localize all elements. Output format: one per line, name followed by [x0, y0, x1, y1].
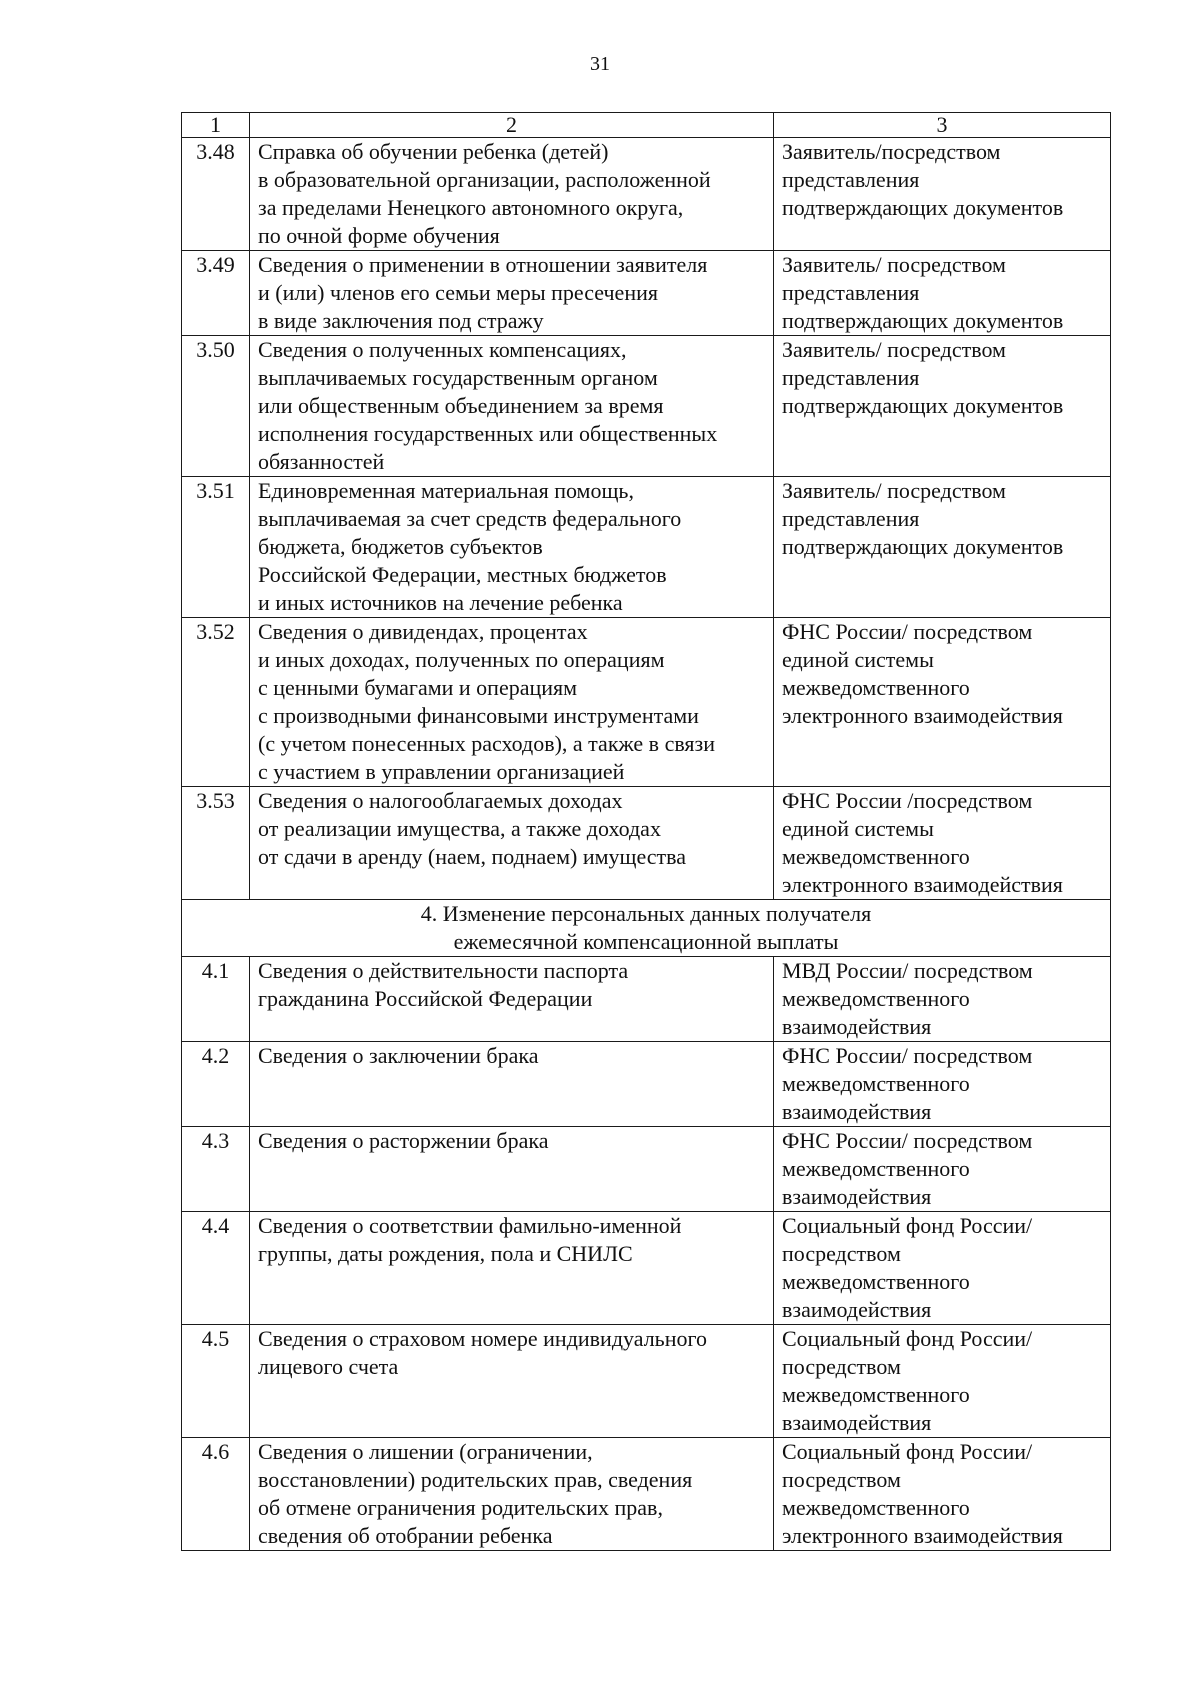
- row-number-cell: 3.50: [182, 336, 250, 477]
- source-cell: МВД России/ посредством межведомственного взаимодействия: [774, 957, 1111, 1042]
- section-title: 4. Изменение персональных данных получателя ежемесячной компенсационной выплаты: [182, 900, 1111, 957]
- source-cell: ФНС России /посредством единой системы межведомственного электронного взаимодействия: [774, 787, 1111, 900]
- header-cell-3: 3: [774, 113, 1111, 138]
- row-number-cell: 3.53: [182, 787, 250, 900]
- table-row: [182, 1325, 1111, 1438]
- table-row: [182, 251, 1111, 336]
- source-cell: ФНС России/ посредством межведомственного взаимодействия: [774, 1127, 1111, 1212]
- row-number-cell: 3.49: [182, 251, 250, 336]
- row-number-cell: 4.2: [182, 1042, 250, 1127]
- source-cell: ФНС России/ посредством единой системы межведомственного электронного взаимодействия: [774, 618, 1111, 787]
- table-header-row: [182, 113, 1111, 138]
- row-number-cell: 3.52: [182, 618, 250, 787]
- header-cell-2: 2: [250, 113, 774, 138]
- header-cell-1: 1: [182, 113, 250, 138]
- table-row: [182, 1127, 1111, 1212]
- documents-table: [181, 112, 1111, 1551]
- table-row: [182, 618, 1111, 787]
- document-name-cell: Сведения о дивидендах, процентах и иных доходах, полученных по операциям с ценными бумагами и операциям с производными финансовыми инструментами (с учетом понесенных расходов), а также в связи с участием в управлении организацией: [250, 618, 774, 787]
- source-cell: Социальный фонд России/ посредством межведомственного взаимодействия: [774, 1325, 1111, 1438]
- section-heading-row: [182, 900, 1111, 957]
- row-number-cell: 4.1: [182, 957, 250, 1042]
- document-name-cell: Сведения о заключении брака: [250, 1042, 774, 1127]
- source-cell: Заявитель/ посредством представления подтверждающих документов: [774, 477, 1111, 618]
- page-number: 31: [590, 53, 610, 75]
- document-name-cell: Сведения о применении в отношении заявителя и (или) членов его семьи меры пресечения в виде заключения под стражу: [250, 251, 774, 336]
- source-cell: Социальный фонд России/ посредством межведомственного взаимодействия: [774, 1212, 1111, 1325]
- row-number-cell: 4.6: [182, 1438, 250, 1551]
- document-name-cell: Сведения о соответствии фамильно-именной группы, даты рождения, пола и СНИЛС: [250, 1212, 774, 1325]
- document-name-cell: Сведения о страховом номере индивидуального лицевого счета: [250, 1325, 774, 1438]
- row-number-cell: 4.4: [182, 1212, 250, 1325]
- table-row: [182, 1438, 1111, 1551]
- table-row: [182, 477, 1111, 618]
- row-number-cell: 4.5: [182, 1325, 250, 1438]
- document-name-cell: Сведения о лишении (ограничении, восстановлении) родительских прав, сведения об отмене ограничения родительских прав, сведения об отобрании ребенка: [250, 1438, 774, 1551]
- document-name-cell: Справка об обучении ребенка (детей) в образовательной организации, расположенной за пределами Ненецкого автономного округа, по очной форме обучения: [250, 138, 774, 251]
- source-cell: Заявитель/посредством представления подтверждающих документов: [774, 138, 1111, 251]
- document-name-cell: Сведения о полученных компенсациях, выплачиваемых государственным органом или общественным объединением за время исполнения государственных или общественных обязанностей: [250, 336, 774, 477]
- table-row: [182, 787, 1111, 900]
- document-name-cell: Сведения о налогооблагаемых доходах от реализации имущества, а также доходах от сдачи в аренду (наем, поднаем) имущества: [250, 787, 774, 900]
- document-name-cell: Единовременная материальная помощь, выплачиваемая за счет средств федерального бюджета, бюджетов субъектов Российской Федерации, местных бюджетов и иных источников на лечение ребенка: [250, 477, 774, 618]
- table-row: [182, 336, 1111, 477]
- table-row: [182, 1042, 1111, 1127]
- table-row: [182, 1212, 1111, 1325]
- document-name-cell: Сведения о расторжении брака: [250, 1127, 774, 1212]
- table-row: [182, 957, 1111, 1042]
- row-number-cell: 4.3: [182, 1127, 250, 1212]
- document-name-cell: Сведения о действительности паспорта гражданина Российской Федерации: [250, 957, 774, 1042]
- source-cell: ФНС России/ посредством межведомственного взаимодействия: [774, 1042, 1111, 1127]
- row-number-cell: 3.51: [182, 477, 250, 618]
- table-row: [182, 138, 1111, 251]
- table-body: [182, 113, 1111, 1551]
- source-cell: Заявитель/ посредством представления подтверждающих документов: [774, 336, 1111, 477]
- source-cell: Заявитель/ посредством представления подтверждающих документов: [774, 251, 1111, 336]
- row-number-cell: 3.48: [182, 138, 250, 251]
- source-cell: Социальный фонд России/ посредством межведомственного электронного взаимодействия: [774, 1438, 1111, 1551]
